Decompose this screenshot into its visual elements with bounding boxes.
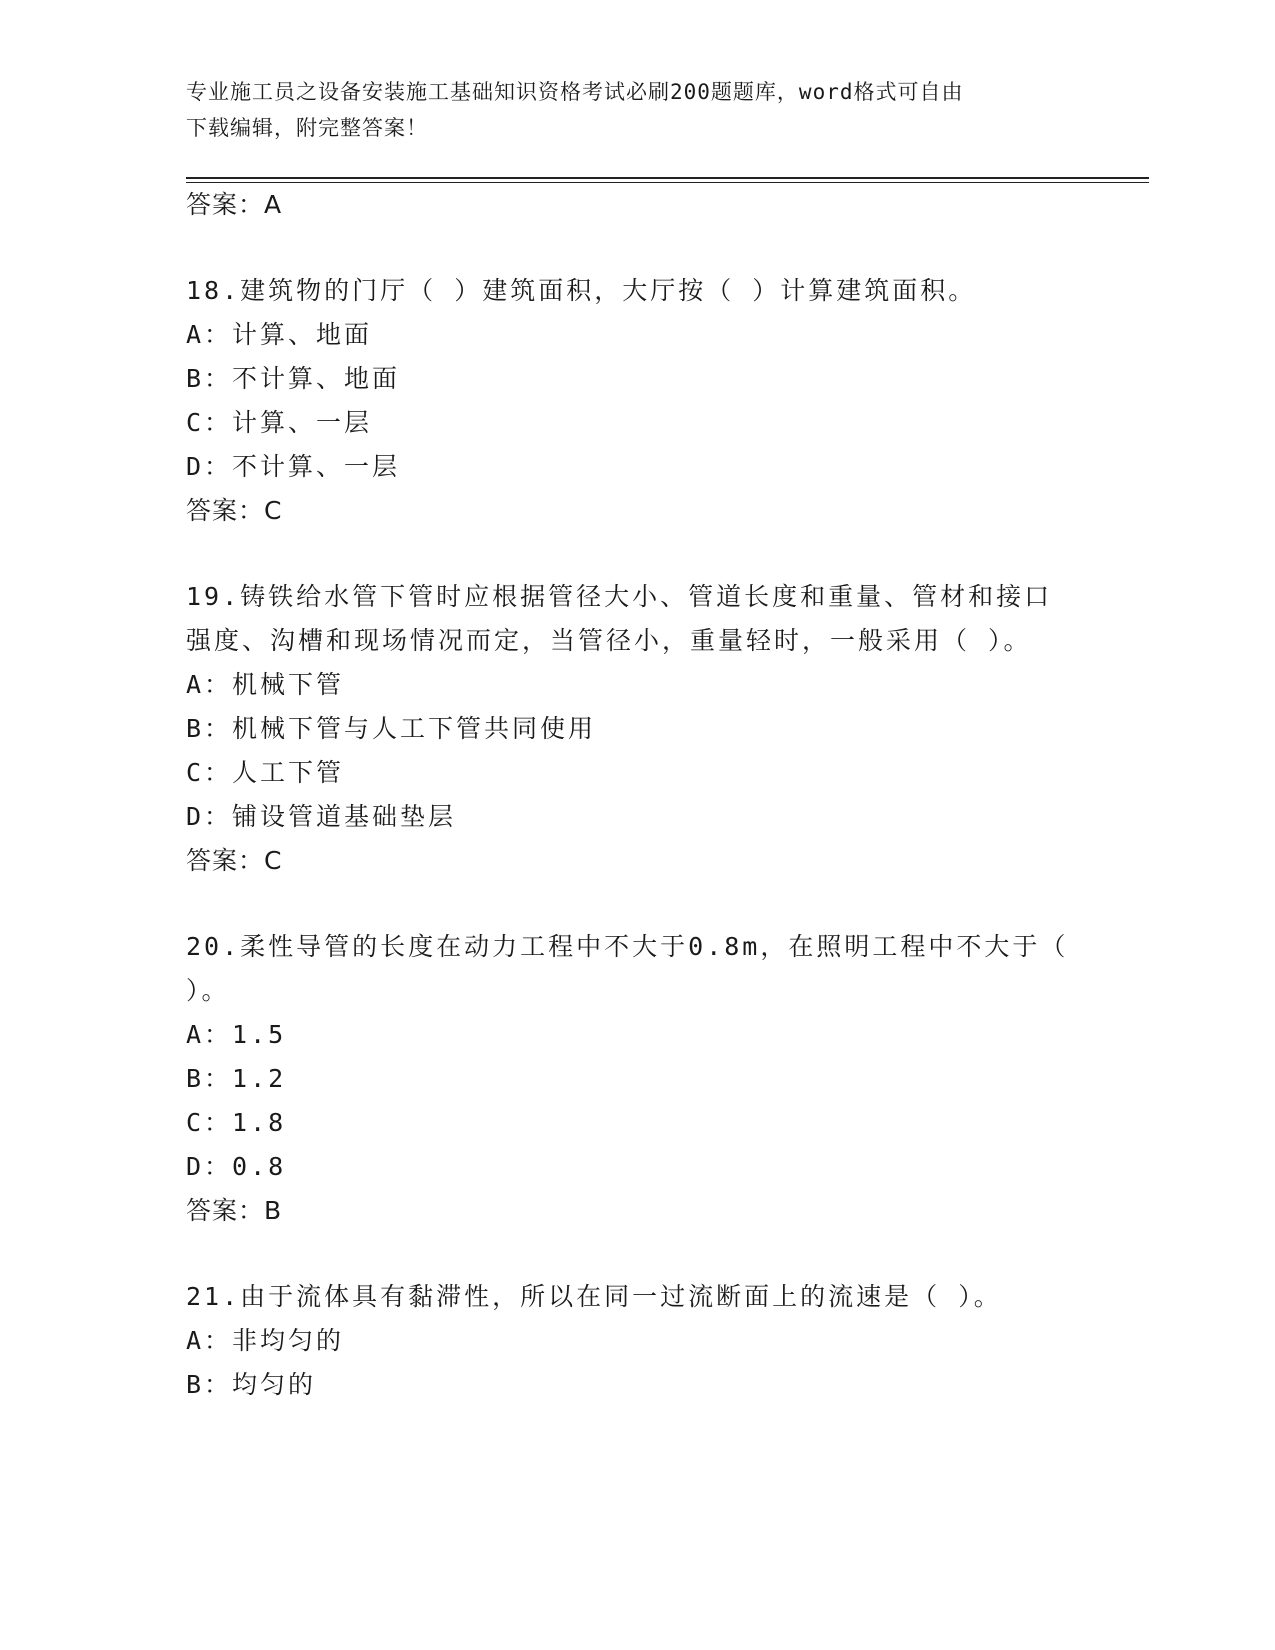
option-a: A：机械下管 <box>186 670 345 699</box>
option-c: C：人工下管 <box>186 758 345 787</box>
option-a: A：1.5 <box>186 1020 287 1049</box>
option-d: D：铺设管道基础垫层 <box>186 802 457 831</box>
option-b: B：1.2 <box>186 1064 287 1093</box>
header-line-2: 下载编辑，附完整答案！ <box>186 116 428 140</box>
question-stem-cont: ）。 <box>186 976 230 1005</box>
question-stem: 18.建筑物的门厅（ ）建筑面积，大厅按（ ）计算建筑面积。 <box>186 276 977 305</box>
prev-answer: 答案：A <box>186 190 283 219</box>
answer: 答案：C <box>186 496 283 525</box>
option-b: B：机械下管与人工下管共同使用 <box>186 714 597 743</box>
option-b: B：均匀的 <box>186 1370 317 1399</box>
question-stem: 20.柔性导管的长度在动力工程中不大于0.8m，在照明工程中不大于（ <box>186 932 1069 961</box>
option-a: A：计算、地面 <box>186 320 373 349</box>
option-b: B：不计算、地面 <box>186 364 401 393</box>
header-divider-thick <box>186 177 1149 179</box>
question-stem-cont: 强度、沟槽和现场情况而定，当管径小，重量轻时，一般采用（ ）。 <box>186 626 1032 655</box>
header-line-1: 专业施工员之设备安装施工基础知识资格考试必刷200题题库，word格式可自由 <box>186 80 964 104</box>
answer: 答案：B <box>186 1196 283 1225</box>
header-divider-thin <box>186 182 1149 183</box>
question-stem: 19.铸铁给水管下管时应根据管径大小、管道长度和重量、管材和接口 <box>186 582 1053 611</box>
option-a: A：非均匀的 <box>186 1326 345 1355</box>
question-stem: 21.由于流体具有黏滞性，所以在同一过流断面上的流速是（ ）。 <box>186 1282 1002 1311</box>
document-header <box>186 74 1086 146</box>
option-d: D：0.8 <box>186 1152 287 1181</box>
option-d: D：不计算、一层 <box>186 452 401 481</box>
option-c: C：1.8 <box>186 1108 287 1137</box>
option-c: C：计算、一层 <box>186 408 373 437</box>
answer: 答案：C <box>186 846 283 875</box>
